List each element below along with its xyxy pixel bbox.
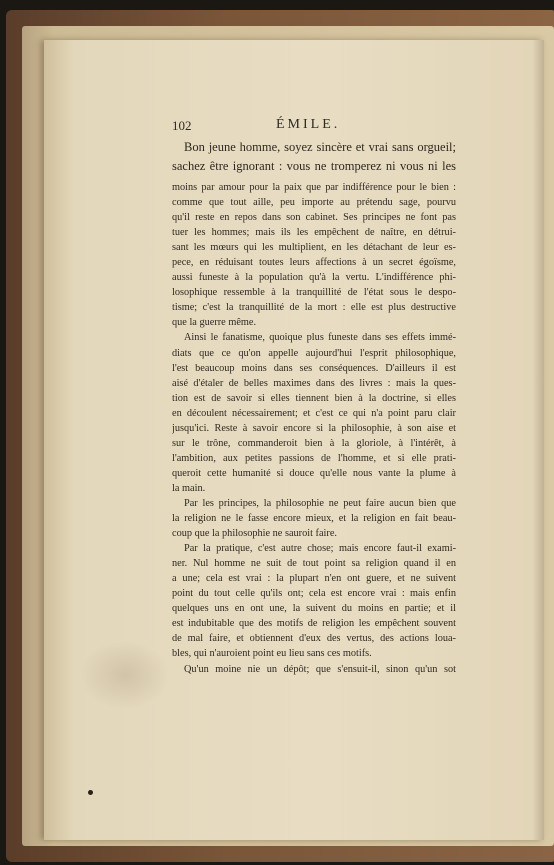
text-line: Bon jeune homme, soyez sincère et vrai sans orgueil;: [184, 140, 456, 154]
text-line: l'est beaucoup moins dans ses conséquences. D'ailleurs il est: [172, 362, 456, 374]
text-line: sur le trône, commanderoit bien à la gloriole, à l'intérêt, à: [172, 437, 456, 449]
text-line: coup que la philosophie ne sauroit faire.: [172, 528, 337, 540]
text-line: l'ambition, aux petites passions de l'homme, et si elle prati-: [172, 452, 456, 464]
text-line: point du tout celle qu'ils ont; cela est encore vrai : mais enfin: [172, 588, 456, 600]
paper-stain: [80, 640, 170, 710]
text-line: Ainsi le fanatisme, quoique plus funeste dans ses effets immé-: [184, 332, 456, 344]
text-line: moins par amour pour la paix que par indifférence pour le bien :: [172, 182, 456, 193]
page-number: 102: [172, 118, 192, 133]
body-text-block: [172, 180, 456, 677]
text-line: aussi funeste à la population qu'à la vertu. L'indifférence phi-: [172, 272, 456, 284]
text-line: comme que tout aille, peu importe au prétendu sage, pourvu: [172, 197, 456, 209]
text-line: sant les mœurs qui les multiplient, en les détachant de leur es-: [172, 242, 456, 254]
text-line: ner. Nul homme ne suit de tout point sa religion quand il en: [172, 558, 456, 570]
text-line: tion est de savoir si elles tiennent bien à la doctrine, si elles: [172, 392, 456, 404]
text-line: a une; cela est vrai : la plupart n'en ont guere, et ne suivent: [172, 573, 456, 585]
page-edge-shadow: [532, 40, 544, 840]
text-line: la religion ne le fasse encore mieux, et la religion en fait beau-: [172, 513, 456, 525]
text-line: que la guerre même.: [172, 317, 257, 329]
text-line: losophique ressemble à la tranquillité de l'état sous le despo-: [172, 287, 456, 299]
ink-spot: [88, 790, 93, 795]
text-line: en découlent nécessairement; et c'est ce qui n'a point paru clair: [172, 407, 456, 419]
top-text-block: [172, 138, 456, 176]
text-line: Par la pratique, c'est autre chose; mais encore faut-il exami-: [184, 543, 456, 555]
text-line: Par les principes, la philosophie ne peut faire aucun bien que: [184, 497, 456, 509]
running-head: ÉMILE.: [276, 117, 341, 132]
text-line: aisé d'étaler de belles maximes dans des livres : mais la ques-: [172, 377, 456, 389]
text-line: qu'il reste en repos dans son cabinet. Ses principes ne font pas: [172, 212, 456, 224]
text-line: de mal faire, et obtiennent d'eux des vertus, des actions loua-: [172, 633, 456, 645]
text-line: tisme; c'est la tranquillité de la mort : elle est plus destructive: [172, 302, 456, 314]
text-line: est indubitable que des motifs de religion les empêchent souvent: [172, 618, 456, 630]
text-line: la main.: [172, 482, 206, 494]
text-line: sachez être ignorant : vous ne tromperez ni vous ni les: [172, 159, 456, 173]
text-line: jusqu'ici. Reste à savoir encore si la philosophie, à son aise et: [172, 422, 456, 434]
text-line: quelques uns en ont une, la suivent du moins en partie; et il: [172, 603, 456, 615]
text-line: bles, qui n'auroient point eu lieu sans ces motifs.: [172, 648, 372, 660]
text-line: pece, en réduisant toutes leurs affections à un secret égoïsme,: [172, 257, 456, 269]
text-line: diats que ce qu'on appelle aujourd'hui l'esprit philosophique,: [172, 347, 456, 359]
text-line: tuer les hommes; mais ils les empêchent de naître, en détrui-: [172, 227, 456, 239]
text-line: queroit cette humanité si douce qu'elle nous vante la plume à: [172, 467, 456, 479]
text-line: Qu'un moine nie un dépôt; que s'ensuit-il, sinon qu'un sot: [184, 663, 456, 675]
